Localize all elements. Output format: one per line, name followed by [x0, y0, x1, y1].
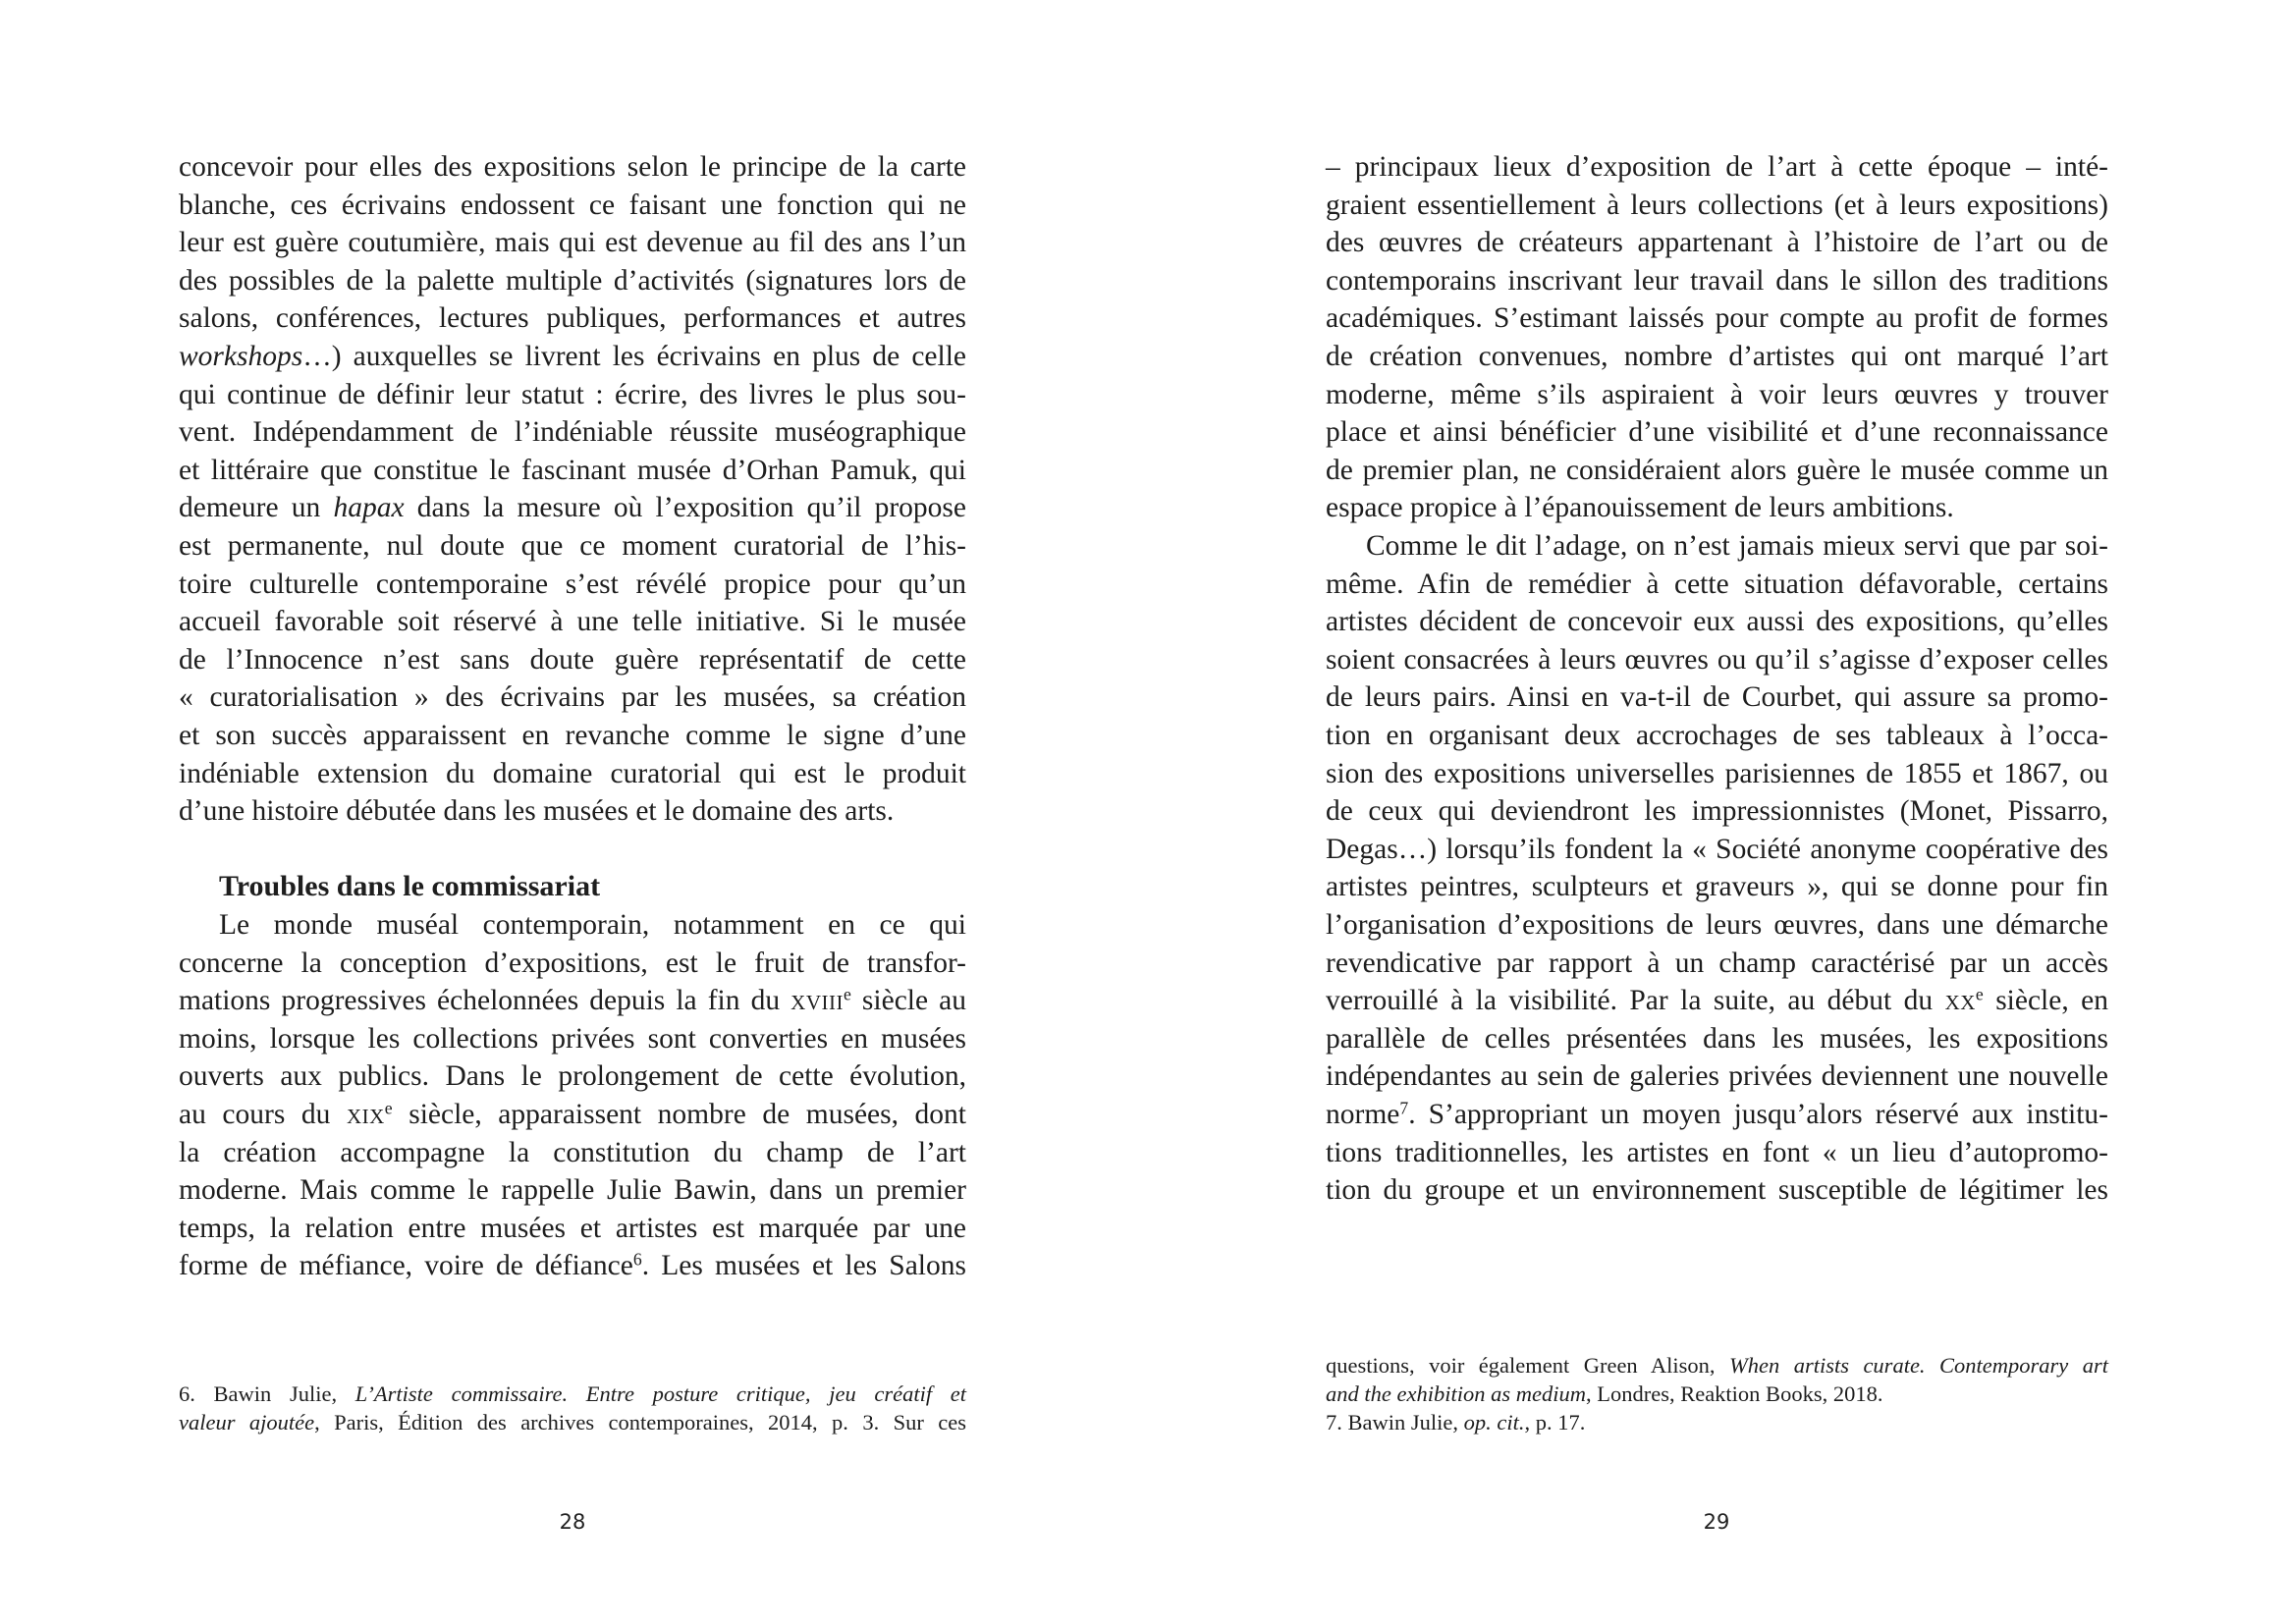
- page-left: [0, 0, 1144, 1624]
- text-run: questions, voir également Green Alison,: [1326, 1353, 1730, 1378]
- small-caps-numeral: xix: [346, 1099, 385, 1130]
- small-caps-numeral: xviii: [790, 985, 844, 1017]
- body-line: [1326, 678, 2108, 716]
- superscript: 6: [632, 1249, 642, 1270]
- text-run: . Les musées et les Salons: [641, 1250, 966, 1282]
- body-line: [1326, 717, 2108, 754]
- body-line: [179, 906, 966, 944]
- body-line: [1326, 338, 2108, 375]
- body-line: [179, 945, 966, 982]
- footnote-line: [179, 1408, 966, 1436]
- text-run: siècle, apparaissent nombre de musées, dont: [392, 1099, 966, 1130]
- body-line: [1326, 299, 2108, 337]
- text-run: ouverts aux publics. Dans le prolongement de cette évolution,: [179, 1060, 966, 1093]
- body-line: [1326, 755, 2108, 792]
- text-run: espace propice à l’épanouissement de leurs ambitions.: [1326, 492, 1954, 524]
- text-run: Le monde muséal contemporain, notamment en ce qui: [219, 909, 966, 941]
- text-run: parallèle de celles présentées dans les musées, les expositions: [1326, 1022, 2108, 1055]
- text-run: de leurs pairs. Ainsi en va-t-il de Courbet, qui assure sa promo-: [1326, 681, 2108, 714]
- body-line: [179, 299, 966, 337]
- text-run: blanche, ces écrivains endossent ce faisant une fonction qui ne: [179, 189, 966, 221]
- text-run: Degas…) lorsqu’ils fondent la « Société anonyme coopérative des: [1326, 833, 2108, 865]
- small-caps-numeral: xx: [1944, 985, 1976, 1017]
- body-line: [179, 224, 966, 261]
- text-run: tions traditionnelles, les artistes en font « un lieu d’autopromo-: [1326, 1136, 2108, 1168]
- body-line: [1326, 792, 2108, 830]
- body-line: [179, 338, 966, 375]
- body-line: [1326, 224, 2108, 261]
- page-number-left: 28: [559, 1510, 586, 1534]
- italic-text: and the exhibition as medium: [1326, 1381, 1586, 1406]
- text-run: d’une histoire débutée dans les musées et le domaine des arts.: [179, 795, 895, 828]
- text-run: au cours du: [179, 1099, 347, 1130]
- text-run: verrouillé à la visibilité. Par la suite, au début du: [1326, 985, 1945, 1017]
- text-run: de ceux qui deviendront les impressionnistes (Monet, Pissarro,: [1326, 795, 2108, 828]
- text-run: soient consacrées à leurs œuvres ou qu’il s’agisse d’exposer celles: [1326, 643, 2108, 676]
- body-line: [1326, 452, 2108, 489]
- text-run: . S’appropriant un moyen jusqu’alors réservé aux institu-: [1408, 1099, 2108, 1130]
- body-line: [179, 376, 966, 413]
- text-run: même. Afin de remédier à cette situation défavorable, certains: [1326, 568, 2108, 600]
- text-run: salons, conférences, lectures publiques, performances et autres: [179, 302, 966, 335]
- text-run: artistes peintres, sculpteurs et graveurs », qui se donne pour fin: [1326, 871, 2108, 903]
- text-run: moderne. Mais comme le rappelle Julie Bawin, dans un premier: [179, 1174, 966, 1207]
- text-run: concerne la conception d’expositions, est le fruit de transfor-: [179, 947, 966, 979]
- text-run: moderne, même s’ils aspiraient à voir leurs œuvres y trouver: [1326, 378, 2108, 410]
- text-run: « curatorialisation » des écrivains par les musées, sa création: [179, 681, 966, 714]
- text-run: artistes décident de concevoir eux aussi des expositions, qu’elles: [1326, 606, 2108, 638]
- body-line: [179, 678, 966, 716]
- body-line: [1326, 1134, 2108, 1171]
- footnote-line: [179, 1380, 966, 1408]
- text-run: de création convenues, nombre d’artistes qui ont marqué l’art: [1326, 341, 2108, 372]
- page-number-right: 29: [1703, 1510, 1730, 1534]
- italic-text: op. cit.: [1463, 1410, 1525, 1435]
- body-line: [1326, 831, 2108, 868]
- body-line: [1326, 413, 2108, 451]
- body-line: [179, 603, 966, 640]
- text-run: graient essentiellement à leurs collections (et à leurs expositions): [1326, 189, 2108, 221]
- body-line: [1326, 641, 2108, 678]
- text-run: de l’Innocence n’est sans doute guère représentatif de cette: [179, 643, 966, 676]
- section-heading: Troubles dans le commissariat: [219, 870, 601, 903]
- body-line: [1326, 1096, 2108, 1133]
- text-run: toire culturelle contemporaine s’est révélé propice pour qu’un: [179, 568, 966, 600]
- text-run: siècle, en: [1983, 985, 2108, 1017]
- superscript: e: [1975, 984, 1984, 1004]
- body-line: [179, 148, 966, 186]
- text-run: et son succès apparaissent en revanche comme le signe d’une: [179, 720, 966, 751]
- text-run: mations progressives échelonnées depuis la fin du: [179, 985, 791, 1017]
- body-line: [1326, 527, 2108, 565]
- text-run: des œuvres de créateurs appartenant à l’histoire de l’art ou de: [1326, 227, 2108, 259]
- body-line: [1326, 489, 2108, 526]
- body-line: [179, 566, 966, 603]
- page-right: [1144, 0, 2289, 1624]
- text-run: tion du groupe et un environnement susceptible de légitimer les: [1326, 1174, 2108, 1207]
- text-run: accueil favorable soit réservé à une telle initiative. Si le musée: [179, 606, 966, 638]
- text-run: l’organisation d’expositions de leurs œuvres, dans une démarche: [1326, 909, 2108, 941]
- body-line: [179, 1134, 966, 1171]
- body-line: [179, 413, 966, 451]
- text-run: qui continue de définir leur statut : écrire, des livres le plus sou-: [179, 378, 966, 410]
- text-run: indéniable extension du domaine curatorial qui est le produit: [179, 757, 966, 789]
- body-line: [179, 187, 966, 224]
- superscript: e: [843, 984, 851, 1004]
- text-run: des possibles de la palette multiple d’activités (signatures lors de: [179, 264, 966, 297]
- footnote-line: [1326, 1408, 2108, 1436]
- body-line: [1326, 945, 2108, 982]
- text-run: temps, la relation entre musées et artistes est marquée par une: [179, 1212, 966, 1244]
- body-line: [179, 982, 966, 1019]
- body-line: [179, 1171, 966, 1209]
- text-run: – principaux lieux d’exposition de l’art à cette époque – inté-: [1326, 151, 2108, 183]
- body-line: [1326, 1171, 2108, 1209]
- text-run: , Paris, Édition des archives contemporaines, 2014, p. 3. Sur ces: [314, 1410, 966, 1435]
- superscript: e: [384, 1098, 393, 1118]
- text-run: indépendantes au sein de galeries privées deviennent une nouvelle: [1326, 1060, 2108, 1093]
- body-line: [179, 755, 966, 792]
- text-run: de premier plan, ne considéraient alors guère le musée comme un: [1326, 454, 2108, 486]
- italic-text: valeur ajoutée: [179, 1410, 315, 1435]
- body-line: [179, 262, 966, 299]
- body-line: [179, 717, 966, 754]
- body-line: [1326, 1057, 2108, 1095]
- body-line: [179, 1210, 966, 1247]
- text-run: contemporains inscrivant leur travail dans le sillon des traditions: [1326, 264, 2108, 297]
- text-run: place et ainsi bénéficier d’une visibilité et d’une reconnaissance: [1326, 416, 2108, 449]
- footnote-line: [1326, 1380, 2108, 1408]
- text-run: 7. Bawin Julie,: [1326, 1410, 1464, 1435]
- text-run: revendicative par rapport à un champ caractérisé par un accès: [1326, 947, 2108, 979]
- body-line: [1326, 187, 2108, 224]
- text-run: Comme le dit l’adage, on n’est jamais mieux servi que par soi-: [1366, 530, 2108, 562]
- text-run: , Londres, Reaktion Books, 2018.: [1585, 1381, 1883, 1406]
- body-line: [179, 489, 966, 526]
- body-line: [179, 1057, 966, 1095]
- text-run: sion des expositions universelles parisiennes de 1855 et 1867, ou: [1326, 757, 2108, 789]
- text-run: moins, lorsque les collections privées sont converties en musées: [179, 1022, 966, 1055]
- text-run: siècle au: [850, 985, 966, 1017]
- footnote-line: [1326, 1351, 2108, 1380]
- text-run: la création accompagne la constitution du champ de l’art: [179, 1136, 966, 1168]
- text-run: …) auxquelles se livrent les écrivains en plus de celle: [302, 341, 966, 372]
- body-line: [1326, 982, 2108, 1019]
- text-run: leur est guère coutumière, mais qui est devenue au fil des ans l’un: [179, 227, 966, 259]
- body-line: [1326, 376, 2108, 413]
- superscript: 7: [1399, 1098, 1409, 1118]
- italic-text: L’Artiste commissaire. Entre posture critique, jeu créatif et: [354, 1381, 966, 1406]
- text-run: vent. Indépendamment de l’indéniable réussite muséographique: [179, 416, 966, 449]
- body-line: [179, 452, 966, 489]
- body-line: [1326, 906, 2108, 944]
- text-run: norme: [1326, 1099, 1400, 1130]
- text-run: et littéraire que constitue le fascinant musée d’Orhan Pamuk, qui: [179, 454, 966, 486]
- italic-text: workshops: [179, 341, 303, 372]
- italic-text: hapax: [333, 492, 405, 524]
- body-line: [179, 1020, 966, 1057]
- text-run: , p. 17.: [1524, 1410, 1586, 1435]
- body-line: [1326, 148, 2108, 186]
- body-line: [179, 1096, 966, 1133]
- body-line: [1326, 603, 2108, 640]
- body-line: [1326, 868, 2108, 905]
- text-run: tion en organisant deux accrochages de ses tableaux à l’occa-: [1326, 720, 2108, 751]
- text-run: 6. Bawin Julie,: [179, 1381, 355, 1406]
- text-run: académiques. S’estimant laissés pour compte au profit de formes: [1326, 302, 2108, 335]
- italic-text: When artists curate. Contemporary art: [1729, 1353, 2108, 1378]
- body-line: [179, 641, 966, 678]
- body-line: [179, 1247, 966, 1284]
- body-line: [179, 527, 966, 565]
- text-run: concevoir pour elles des expositions selon le principe de la carte: [179, 151, 966, 183]
- body-line: [1326, 262, 2108, 299]
- body-line: [1326, 1020, 2108, 1057]
- text-run: est permanente, nul doute que ce moment curatorial de l’his-: [179, 530, 966, 562]
- body-line: [179, 792, 966, 830]
- text-run: forme de méfiance, voire de défiance: [179, 1250, 633, 1282]
- text-run: dans la mesure où l’exposition qu’il propose: [404, 492, 966, 524]
- body-line: [1326, 566, 2108, 603]
- text-run: demeure un: [179, 492, 334, 524]
